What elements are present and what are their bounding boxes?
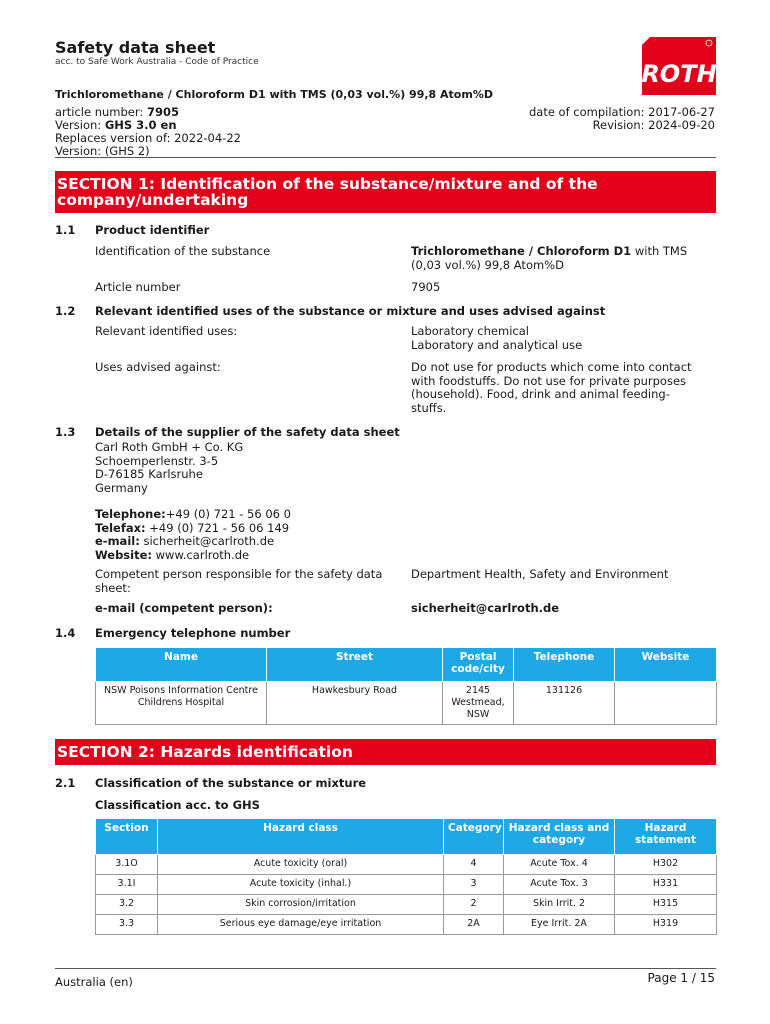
uses-advised-against: Do not use for products which come into contact with foodstuffs. Do not use for private purposes (household). Food, drink and animal feeding- stuffs. — [411, 360, 692, 415]
table-header: Category — [444, 819, 504, 855]
table-header: Postal code/city — [443, 648, 514, 682]
subsection-number: 1.2 — [55, 304, 76, 318]
table-row — [96, 915, 717, 935]
table-cell: Hawkesbury Road — [267, 682, 443, 725]
product-name: Trichloromethane / Chloroform D1 with TMS (0,03 vol.%) 99,8 Atom%D — [55, 88, 493, 101]
subsection-title: Relevant identified uses of the substance or mixture and uses advised against — [95, 304, 606, 318]
logo-text: ROTH — [642, 60, 716, 88]
subsection-number: 2.1 — [55, 776, 76, 790]
field-label: Uses advised against: — [95, 360, 221, 374]
table-cell: Acute toxicity (oral) — [158, 855, 444, 875]
substance-identification: Trichloromethane / Chloroform D1 with TMS (0,03 vol.%) 99,8 Atom%D — [411, 244, 688, 272]
table-cell: H302 — [615, 855, 717, 875]
table-row — [96, 895, 717, 915]
emergency-table — [95, 647, 717, 725]
subsection-number: 1.4 — [55, 626, 76, 640]
table-header: Name — [96, 648, 267, 682]
field-label: Identification of the substance — [95, 244, 271, 258]
subsection-title: Product identifier — [95, 223, 210, 237]
field-label: e-mail (competent person): — [95, 601, 273, 615]
classification-title: Classification acc. to GHS — [95, 798, 260, 812]
meta-left: article number: 7905 Version: GHS 3.0 en Replaces version of: 2022-04-22 Version: (GHS 2) — [55, 105, 241, 158]
meta-right: date of compilation: 2017-06-27 Revision: 2024-09-20 — [528, 105, 715, 132]
roth-logo — [642, 37, 716, 95]
subsection-title: Emergency telephone number — [95, 626, 291, 640]
field-label: Relevant identified uses: — [95, 324, 238, 338]
table-cell: H315 — [615, 895, 717, 915]
section-2-heading: SECTION 2: Hazards identification — [55, 739, 716, 765]
table-cell: 3 — [444, 875, 504, 895]
page-number: Page 1 / 15 — [647, 971, 715, 985]
table-cell: Serious eye damage/eye irritation — [158, 915, 444, 935]
table-header: Street — [267, 648, 443, 682]
table-cell: Acute Tox. 3 — [504, 875, 615, 895]
table-cell: Acute Tox. 4 — [504, 855, 615, 875]
ghs-classification-table — [95, 818, 717, 935]
table-cell: 2 — [444, 895, 504, 915]
subsection-title: Classification of the substance or mixture — [95, 776, 367, 790]
table-header: Hazard class — [158, 819, 444, 855]
table-cell: Eye Irrit. 2A — [504, 915, 615, 935]
document-title: Safety data sheet — [55, 38, 216, 57]
table-cell: 3.2 — [96, 895, 158, 915]
table-header: Section — [96, 819, 158, 855]
subsection-number: 1.1 — [55, 223, 76, 237]
table-cell: 4 — [444, 855, 504, 875]
table-cell: Skin corrosion/irritation — [158, 895, 444, 915]
table-cell: 131126 — [514, 682, 615, 725]
subsection-title: Details of the supplier of the safety data sheet — [95, 425, 400, 439]
table-cell: Skin Irrit. 2 — [504, 895, 615, 915]
table-header: Hazard statement — [615, 819, 717, 855]
table-header: Website — [615, 648, 717, 682]
footer-country: Australia (en) — [55, 975, 133, 989]
table-cell: H331 — [615, 875, 717, 895]
document-subtitle: acc. to Safe Work Australia - Code of Practice — [55, 57, 259, 67]
table-row — [96, 875, 717, 895]
article-number: 7905 — [411, 280, 441, 294]
section-1-heading: SECTION 1: Identification of the substance/mixture and of the company/undertaking — [55, 171, 716, 213]
table-cell: 3.3 — [96, 915, 158, 935]
table-cell: 2A — [444, 915, 504, 935]
table-cell: NSW Poisons Information Centre Childrens Hospital — [96, 682, 267, 725]
table-cell — [615, 682, 717, 725]
competent-person-value: Department Health, Safety and Environment — [411, 567, 669, 581]
table-cell: 3.1I — [96, 875, 158, 895]
table-cell: Acute toxicity (inhal.) — [158, 875, 444, 895]
supplier-contacts: Telephone:+49 (0) 721 - 56 06 0 Telefax: +49 (0) 721 - 56 06 149 e-mail: sicherheit@carlroth.de Website: www.carlroth.de — [95, 507, 291, 562]
table-cell: 2145 Westmead, NSW — [443, 682, 514, 725]
footer-divider — [55, 968, 716, 969]
supplier-address: Carl Roth GmbH + Co. KG Schoemperlenstr. 3-5 D-76185 Karlsruhe Germany — [95, 440, 244, 495]
table-header: Hazard class and category — [504, 819, 615, 855]
subsection-number: 1.3 — [55, 425, 76, 439]
table-header: Telephone — [514, 648, 615, 682]
header-divider — [55, 157, 716, 158]
identified-uses: Laboratory chemical Laboratory and analytical use — [411, 324, 583, 352]
competent-email: sicherheit@carlroth.de — [411, 601, 560, 615]
table-cell: 3.1O — [96, 855, 158, 875]
table-row — [96, 682, 717, 725]
table-row — [96, 855, 717, 875]
field-label: Article number — [95, 280, 181, 294]
table-cell: H319 — [615, 915, 717, 935]
competent-person-label: Competent person responsible for the safety data sheet: — [95, 567, 383, 595]
